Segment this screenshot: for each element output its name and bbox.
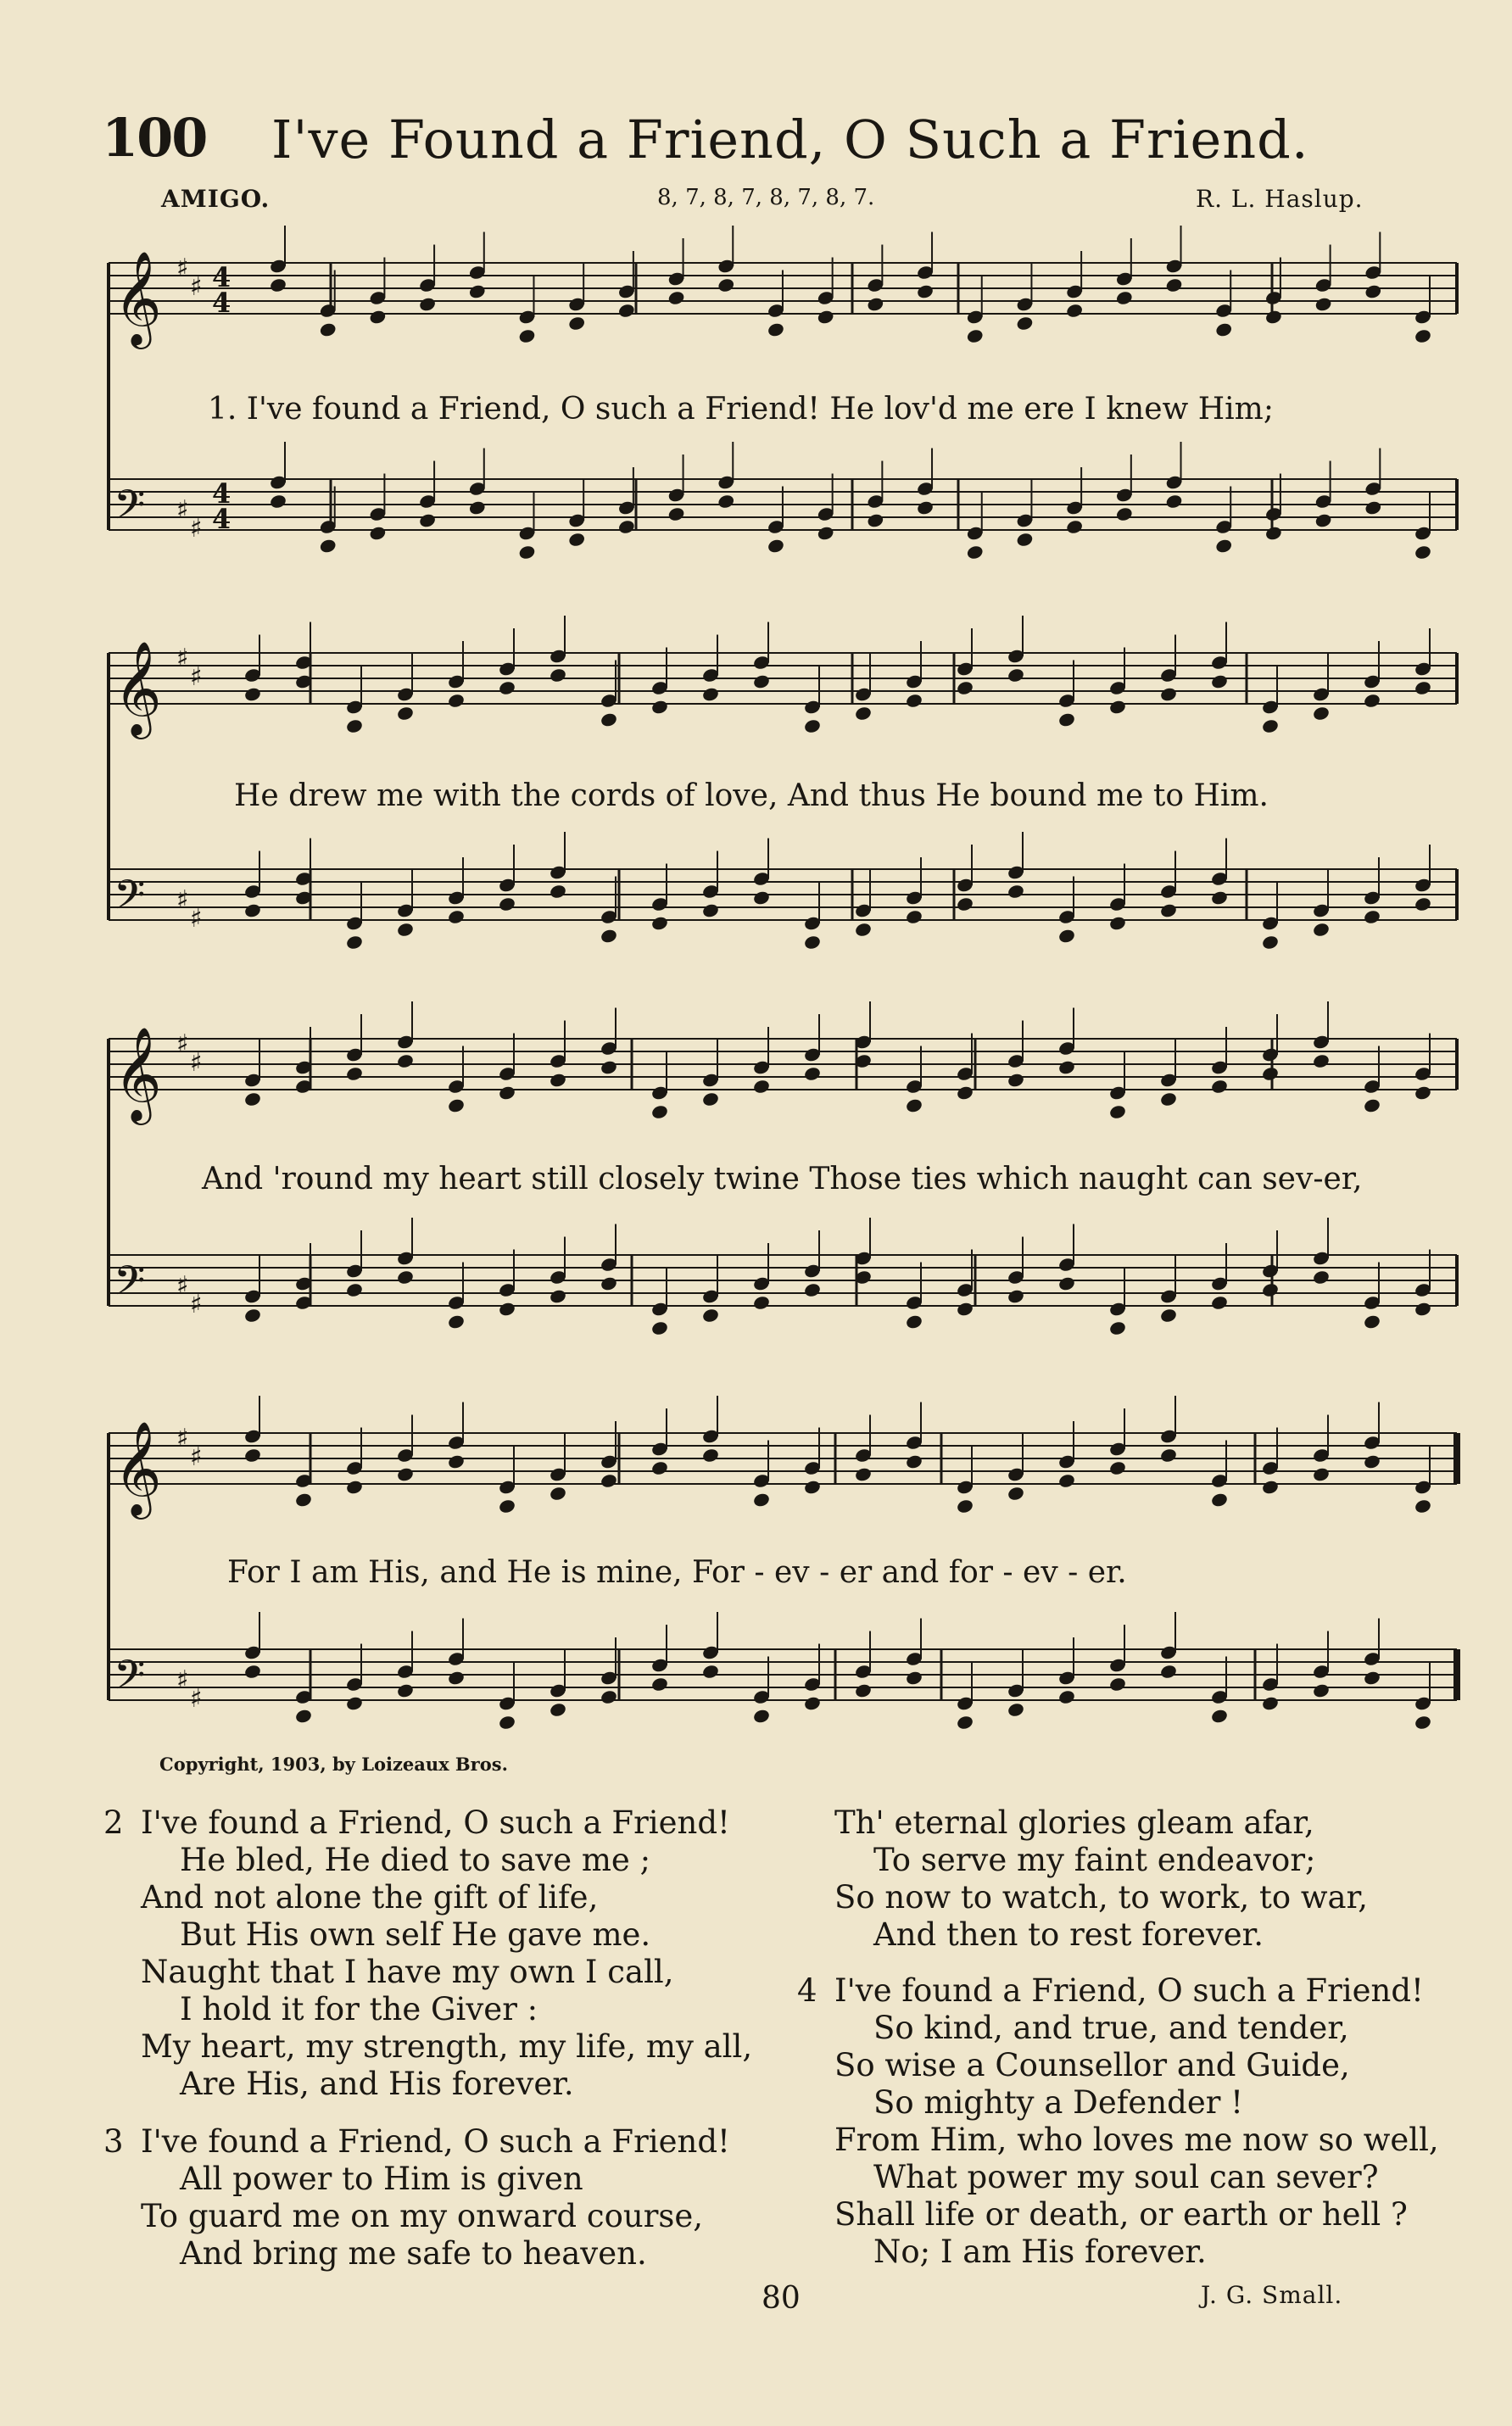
note-head <box>294 1492 313 1508</box>
note-head <box>600 1275 618 1291</box>
note-head <box>518 544 537 560</box>
verse-line: Naught that I have my own I call, <box>141 1954 674 1990</box>
verse-line: I've found a Friend, O such a Friend! <box>141 2123 730 2160</box>
note-head <box>600 711 618 728</box>
copyright: Copyright, 1903, by Loizeaux Bros. <box>159 1754 508 1775</box>
note-head <box>1363 1097 1381 1113</box>
note-head <box>447 1670 466 1686</box>
note-head <box>1065 519 1084 535</box>
verse-number: 3 <box>103 2123 124 2160</box>
note-head <box>418 512 437 528</box>
note-head <box>1159 1091 1178 1107</box>
note-head <box>600 1689 618 1705</box>
verse-line: No; I am His forever. <box>873 2234 1207 2270</box>
note-head <box>345 1066 364 1082</box>
note-head <box>269 494 287 510</box>
verse-line: Shall life or death, or earth or hell ? <box>834 2196 1408 2233</box>
note-head <box>396 1682 415 1698</box>
note-head <box>243 902 262 918</box>
time-signature-denominator: 4 <box>212 287 232 319</box>
note-head <box>498 896 516 912</box>
note-head <box>701 686 720 702</box>
note-head <box>817 525 835 541</box>
note-head <box>1108 915 1127 931</box>
note-head <box>600 1473 618 1489</box>
bass-clef-icon: 𝄢 <box>114 1257 146 1314</box>
note-head <box>1057 1473 1076 1489</box>
verse-line: And not alone the gift of life, <box>141 1879 599 1916</box>
sharp-icon: ♯ <box>176 644 189 673</box>
note-head <box>1364 283 1382 299</box>
note-head <box>650 1460 669 1476</box>
verse-line: And then to rest forever. <box>873 1916 1264 1953</box>
note-head <box>1261 1695 1280 1711</box>
note-head <box>345 1282 364 1298</box>
note-head <box>418 296 437 312</box>
time-signature-numerator: 4 <box>212 261 232 293</box>
note-head <box>966 544 985 560</box>
note-head <box>752 673 771 689</box>
note-head <box>269 277 287 293</box>
note-head <box>701 1308 720 1324</box>
treble-clef-icon: 𝄞 <box>114 640 162 735</box>
verse-line: Are His, and His forever. <box>180 2066 574 2102</box>
sharp-icon: ♯ <box>190 1290 203 1319</box>
note-head <box>498 1498 516 1514</box>
note-head <box>1057 711 1076 728</box>
note-head <box>1007 884 1025 900</box>
note-head <box>447 1097 466 1113</box>
note-head <box>1314 512 1333 528</box>
verse-4 <box>797 1972 1439 2271</box>
note-head <box>1214 538 1233 554</box>
note-head <box>817 309 835 325</box>
note-head <box>1159 902 1178 918</box>
note-head <box>1312 1682 1331 1698</box>
note-head <box>549 1072 567 1088</box>
note-head <box>905 909 923 925</box>
note-head <box>549 667 567 683</box>
note-head <box>752 1708 771 1724</box>
note-head <box>294 1708 313 1724</box>
note-head <box>854 705 873 722</box>
note-head <box>1264 525 1283 541</box>
verse-3 <box>103 2123 730 2273</box>
note-head <box>752 1079 771 1095</box>
note-head <box>600 1059 618 1075</box>
note-head <box>1108 1676 1127 1693</box>
note-head <box>905 693 923 709</box>
note-head <box>966 328 985 344</box>
note-head <box>447 1453 466 1470</box>
note-head <box>905 1453 923 1470</box>
note-head <box>667 506 686 522</box>
note-head <box>1115 290 1134 306</box>
verse-number: 4 <box>797 1972 817 2009</box>
time-signature-denominator: 4 <box>212 503 232 535</box>
verse-line: I've found a Friend, O such a Friend! <box>141 1804 730 1841</box>
note-head <box>345 934 364 951</box>
note-head <box>1159 1664 1178 1680</box>
note-head <box>1264 309 1283 325</box>
sharp-icon: ♯ <box>176 1665 189 1695</box>
note-head <box>1261 1282 1280 1298</box>
note-head <box>1363 1670 1381 1686</box>
note-head <box>1210 673 1229 689</box>
note-head <box>243 686 262 702</box>
note-head <box>1364 499 1382 516</box>
note-head <box>956 680 974 696</box>
note-head <box>1007 1072 1025 1088</box>
note-head <box>854 1682 873 1698</box>
sharp-icon: ♯ <box>190 514 203 544</box>
note-head <box>650 1320 669 1336</box>
note-head <box>701 902 720 918</box>
sharp-icon: ♯ <box>190 272 203 302</box>
verse-line: My heart, my strength, my life, my all, <box>141 2028 753 2065</box>
note-head <box>498 1085 516 1101</box>
note-head <box>866 296 884 312</box>
note-head <box>752 890 771 906</box>
note-head <box>767 538 785 554</box>
note-head <box>1115 506 1134 522</box>
treble-clef-icon: 𝄞 <box>114 250 162 345</box>
note-head <box>667 290 686 306</box>
note-head <box>1363 693 1381 709</box>
note-head <box>1261 1479 1280 1495</box>
verse-line: But His own self He gave me. <box>180 1916 651 1953</box>
note-head <box>1210 890 1229 906</box>
note-head <box>1414 680 1432 696</box>
note-head <box>717 277 735 293</box>
note-head <box>498 1301 516 1317</box>
note-head <box>447 693 466 709</box>
note-head <box>600 928 618 944</box>
note-head <box>1159 1308 1178 1324</box>
note-head <box>1363 1313 1381 1330</box>
note-head <box>1165 277 1184 293</box>
note-head <box>650 1676 669 1693</box>
note-head <box>549 884 567 900</box>
note-head <box>1210 1079 1229 1095</box>
note-head <box>916 499 935 516</box>
sharp-icon: ♯ <box>176 254 189 283</box>
note-head <box>1108 1460 1127 1476</box>
sharp-icon: ♯ <box>190 904 203 934</box>
note-head <box>1214 321 1233 337</box>
lyricist: J. G. Small. <box>1201 2281 1343 2309</box>
note-head <box>701 1447 720 1464</box>
note-head <box>1312 1466 1331 1482</box>
sharp-icon: ♯ <box>176 1424 189 1453</box>
note-head <box>905 1313 923 1330</box>
composer: R. L. Haslup. <box>1196 185 1364 213</box>
note-head <box>447 1313 466 1330</box>
verse-line: So now to watch, to work, to war, <box>834 1879 1368 1916</box>
note-head <box>701 1664 720 1680</box>
treble-clef-icon: 𝄞 <box>114 1420 162 1515</box>
lyric-line-1: 1. I've found a Friend, O such a Friend! He lov'd me ere I knew Him; <box>208 392 1274 427</box>
note-head <box>803 718 822 734</box>
note-head <box>1159 1447 1178 1464</box>
note-head <box>1016 532 1035 548</box>
note-head <box>1414 1085 1432 1101</box>
note-head <box>1312 1053 1331 1069</box>
note-head <box>803 934 822 951</box>
note-head <box>1159 686 1178 702</box>
note-head <box>1363 1453 1381 1470</box>
verse-line: And bring me safe to heaven. <box>180 2235 647 2272</box>
note-head <box>498 680 516 696</box>
note-head <box>956 1085 974 1101</box>
note-head <box>752 1492 771 1508</box>
note-head <box>1314 296 1333 312</box>
note-head <box>617 303 636 319</box>
note-head <box>803 1282 822 1298</box>
note-head <box>1414 544 1432 560</box>
note-head <box>243 1308 262 1324</box>
note-head <box>468 499 487 516</box>
note-head <box>752 1295 771 1311</box>
note-head <box>468 283 487 299</box>
note-head <box>345 718 364 734</box>
bass-clef-icon: 𝄢 <box>114 481 146 538</box>
note-head <box>396 1053 415 1069</box>
note-head <box>1057 1059 1076 1075</box>
treble-clef-icon: 𝄞 <box>114 1026 162 1121</box>
note-head <box>1414 896 1432 912</box>
sharp-icon: ♯ <box>190 1442 203 1472</box>
note-head <box>1108 1320 1127 1336</box>
note-head <box>803 1695 822 1711</box>
sharp-icon: ♯ <box>190 662 203 692</box>
note-head <box>396 922 415 938</box>
note-head <box>567 532 586 548</box>
note-head <box>803 1479 822 1495</box>
note-head <box>1007 1702 1025 1718</box>
note-head <box>1057 1275 1076 1291</box>
verse-line: Th' eternal glories gleam afar, <box>834 1804 1314 1841</box>
hymn-number: 100 <box>102 107 207 169</box>
verse-line: He bled, He died to save me ; <box>180 1842 651 1878</box>
sharp-icon: ♯ <box>176 1271 189 1301</box>
note-head <box>1210 1492 1229 1508</box>
note-head <box>243 1091 262 1107</box>
note-head <box>767 321 785 337</box>
verse-line: What power my soul can sever? <box>873 2159 1379 2195</box>
note-head <box>243 1447 262 1464</box>
note-head <box>1414 328 1432 344</box>
note-head <box>1057 1689 1076 1705</box>
note-head <box>617 519 636 535</box>
note-head <box>650 1104 669 1120</box>
note-head <box>396 1269 415 1286</box>
note-head <box>916 283 935 299</box>
verse-line: To guard me on my onward course, <box>141 2198 704 2234</box>
note-head <box>1261 1066 1280 1082</box>
hymn-title: I've Found a Friend, O Such a Friend. <box>271 109 1309 170</box>
note-head <box>345 1479 364 1495</box>
note-head <box>549 1486 567 1502</box>
lyric-line-4: For I am His, and He is mine, For - ev - er and for - ev - er. <box>227 1555 1127 1590</box>
note-head <box>854 922 873 938</box>
note-head <box>1363 909 1381 925</box>
note-head <box>549 1288 567 1304</box>
verse-line: I hold it for the Giver : <box>180 1991 538 2027</box>
verse-2 <box>103 1804 752 2103</box>
note-head <box>1065 303 1084 319</box>
note-head <box>447 909 466 925</box>
note-head <box>803 1066 822 1082</box>
note-head <box>369 525 388 541</box>
sharp-icon: ♯ <box>190 1048 203 1078</box>
verse-line: To serve my faint endeavor; <box>873 1842 1316 1878</box>
note-head <box>1312 1269 1331 1286</box>
note-head <box>1108 1104 1127 1120</box>
verse-3-continued <box>834 1804 1368 1954</box>
note-head <box>1210 1295 1229 1311</box>
note-head <box>905 1670 923 1686</box>
note-head <box>701 1091 720 1107</box>
note-head <box>956 1301 974 1317</box>
note-head <box>650 699 669 715</box>
note-head <box>369 309 388 325</box>
bass-clef-icon: 𝄢 <box>114 871 146 929</box>
note-head <box>1414 1301 1432 1317</box>
note-head <box>567 315 586 332</box>
note-head <box>866 512 884 528</box>
time-signature-numerator: 4 <box>212 477 232 510</box>
note-head <box>717 494 735 510</box>
note-head <box>1261 718 1280 734</box>
note-head <box>1057 928 1076 944</box>
note-head <box>319 321 338 337</box>
note-head <box>549 1702 567 1718</box>
note-head <box>498 1715 516 1731</box>
note-head <box>956 1498 974 1514</box>
note-head <box>1108 699 1127 715</box>
note-head <box>345 1695 364 1711</box>
note-head <box>1312 922 1331 938</box>
note-head <box>1165 494 1184 510</box>
note-head <box>518 328 537 344</box>
verse-line: I've found a Friend, O such a Friend! <box>834 1972 1424 2009</box>
note-head <box>1007 1486 1025 1502</box>
note-head <box>854 1466 873 1482</box>
verse-line: All power to Him is given <box>180 2161 583 2197</box>
note-head <box>319 538 338 554</box>
note-head <box>1210 1708 1229 1724</box>
note-head <box>1007 1288 1025 1304</box>
note-head <box>243 1664 262 1680</box>
sharp-icon: ♯ <box>190 1684 203 1714</box>
note-head <box>1261 934 1280 951</box>
meter: 8, 7, 8, 7, 8, 7, 8, 7. <box>657 185 875 210</box>
note-head <box>1414 1715 1432 1731</box>
note-head <box>1007 667 1025 683</box>
verse-number: 2 <box>103 1804 124 1841</box>
sharp-icon: ♯ <box>176 1029 189 1059</box>
note-head <box>1312 705 1331 722</box>
verse-line: From Him, who loves me now so well, <box>834 2122 1439 2158</box>
sharp-icon: ♯ <box>176 885 189 915</box>
verse-line: So kind, and true, and tender, <box>873 2010 1349 2046</box>
page-number: 80 <box>762 2281 801 2316</box>
note-head <box>1414 1498 1432 1514</box>
note-head <box>650 915 669 931</box>
note-head <box>956 896 974 912</box>
note-head <box>396 1466 415 1482</box>
verse-line: So wise a Counsellor and Guide, <box>834 2047 1350 2083</box>
note-head <box>905 1097 923 1113</box>
note-head <box>956 1715 974 1731</box>
sharp-icon: ♯ <box>176 495 189 525</box>
tune-name: AMIGO. <box>161 185 271 213</box>
lyric-line-3: And 'round my heart still closely twine Those ties which naught can sev-er, <box>202 1162 1363 1196</box>
lyric-line-2: He drew me with the cords of love, And thus He bound me to Him. <box>234 778 1269 813</box>
note-head <box>396 705 415 722</box>
bass-clef-icon: 𝄢 <box>114 1651 146 1709</box>
note-head <box>1016 315 1035 332</box>
verse-line: So mighty a Defender ! <box>873 2084 1244 2121</box>
